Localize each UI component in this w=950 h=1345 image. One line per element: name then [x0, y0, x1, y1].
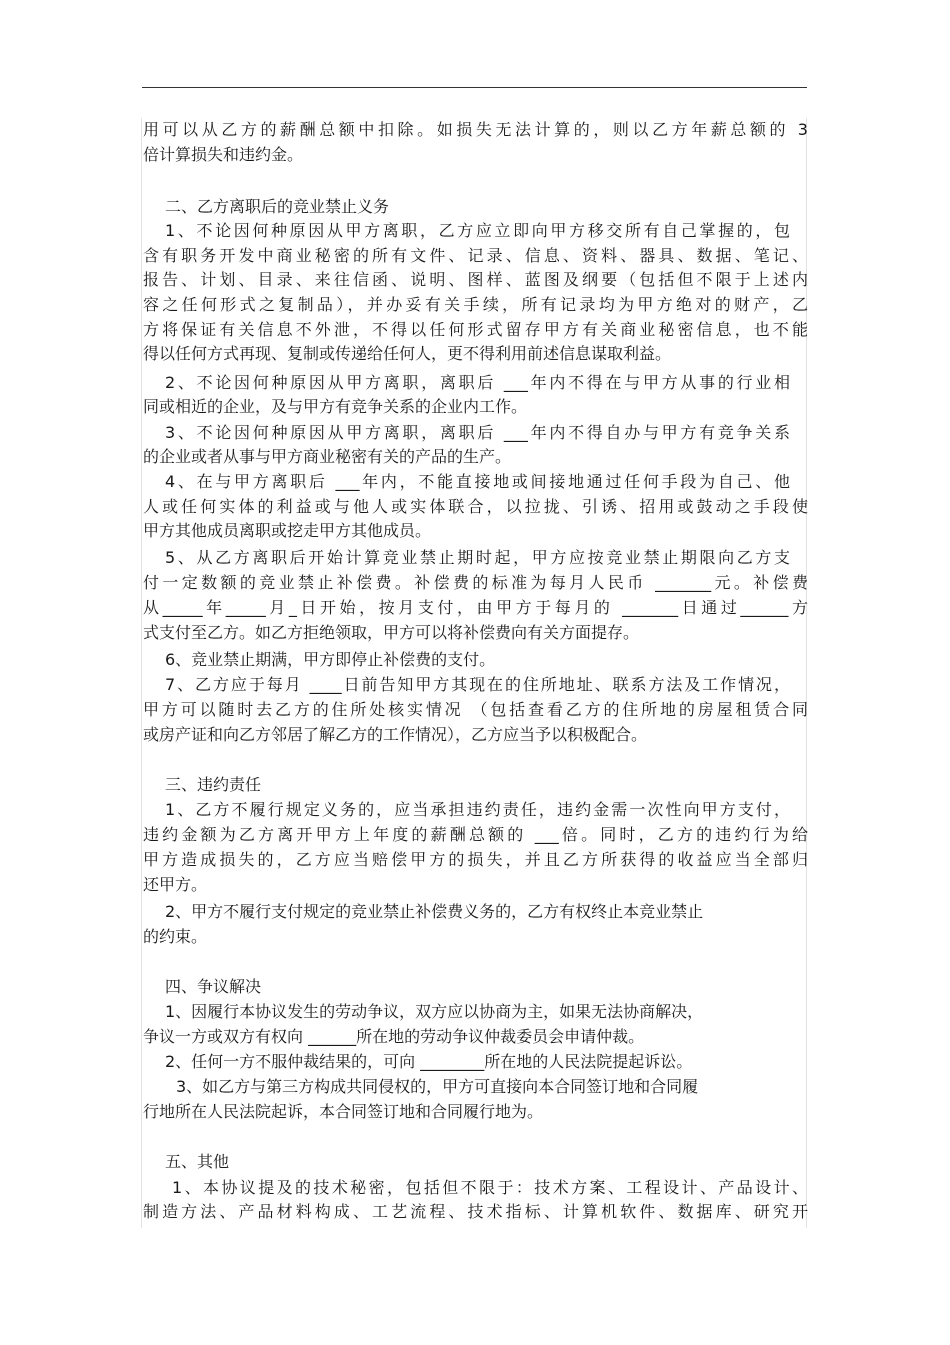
text-line: 甲方可以随时去乙方的住所处核实情况 （包括查看乙方的住所地的房屋租赁合同 — [143, 700, 808, 719]
text-line: 制造方法、产品材料构成、工艺流程、技术指标、计算机软件、数据库、研究开 — [143, 1202, 808, 1221]
text-line: 1、因履行本协议发生的劳动争议，双方应以协商为主，如果无法协商解决， — [165, 1002, 704, 1021]
text-line: 同或相近的企业，及与甲方有竞争关系的企业内工作。 — [143, 397, 528, 416]
text-line: 2、甲方不履行支付规定的竞业禁止补偿费义务的，乙方有权终止本竞业禁止 — [165, 902, 704, 921]
text-line: 3、不论因何种原因从甲方离职，离职后 ___年内不得自办与甲方有竞争关系 — [165, 423, 790, 442]
text-line: 或房产证和向乙方邻居了解乙方的工作情况），乙方应当予以积极配合。 — [143, 725, 648, 744]
text-line: 甲方造成损失的，乙方应当赔偿甲方的损失，并且乙方所获得的收益应当全部归 — [143, 850, 808, 869]
text-line: 争议一方或双方有权向 ______所在地的劳动争议仲裁委员会申请仲裁。 — [143, 1027, 645, 1046]
text-line: 甲方其他成员离职或挖走甲方其他成员。 — [143, 521, 432, 540]
text-line: 2、不论因何种原因从甲方离职，离职后 ___年内不得在与甲方从事的行业相 — [165, 373, 790, 392]
section-heading: 四、争议解决 — [165, 977, 262, 996]
section-heading: 五、其他 — [165, 1152, 230, 1171]
text-line: 3、如乙方与第三方构成共同侵权的，甲方可直接向本合同签订地和合同履 — [176, 1077, 699, 1096]
text-line: 付一定数额的竞业禁止补偿费。补偿费的标准为每月人民币 _______元。补偿费 — [143, 573, 808, 592]
text-line: 6、竞业禁止期满，甲方即停止补偿费的支付。 — [165, 650, 496, 669]
text-line: 方将保证有关信息不外泄，不得以任何形式留存甲方有关商业秘密信息，也不能 — [143, 320, 808, 339]
text-line: 报告、计划、目录、来往信函、说明、图样、蓝图及纲要（包括但不限于上述内 — [143, 270, 808, 289]
text-line: 1、本协议提及的技术秘密，包括但不限于：技术方案、工程设计、产品设计、 — [172, 1178, 808, 1197]
text-line: 4、在与甲方离职后 ___年内，不能直接地或间接地通过任何手段为自己、他 — [165, 472, 790, 491]
text-line: 容之任何形式之复制品），并办妥有关手续，所有记录均为甲方绝对的财产，乙 — [143, 295, 808, 314]
text-line: 的约束。 — [143, 927, 208, 946]
text-line: 5、从乙方离职后开始计算竞业禁止期时起，甲方应按竞业禁止期限向乙方支 — [165, 548, 790, 567]
text-line: 行地所在人民法院起诉，本合同签订地和合同履行地为。 — [143, 1102, 544, 1121]
section-heading: 二、乙方离职后的竞业禁止义务 — [165, 197, 390, 216]
text-line: 7、乙方应于每月 ____日前告知甲方其现在的住所地址、联系方法及工作情况， — [165, 675, 790, 694]
text-line: 的企业或者从事与甲方商业秘密有关的产品的生产。 — [143, 447, 512, 466]
text-line: 从_____年_____月_日开始，按月支付，由甲方于每月的 _______日通过______方 — [143, 598, 808, 617]
text-line: 倍计算损失和违约金。 — [143, 145, 304, 164]
text-line: 还甲方。 — [143, 875, 208, 894]
text-line: 人或任何实体的利益或与他人或实体联合，以拉拢、引诱、招用或鼓动之手段使 — [143, 497, 808, 516]
text-line: 1、乙方不履行规定义务的，应当承担违约责任，违约金需一次性向甲方支付， — [165, 800, 790, 819]
section-heading: 三、违约责任 — [165, 775, 262, 794]
text-line: 用可以从乙方的薪酬总额中扣除。如损失无法计算的，则以乙方年薪总额的 3 — [143, 120, 808, 139]
header-rule — [142, 87, 807, 88]
text-line: 含有职务开发中商业秘密的所有文件、记录、信息、资料、器具、数据、笔记、 — [143, 246, 808, 265]
text-line: 违约金额为乙方离开甲方上年度的薪酬总额的 ___倍。同时，乙方的违约行为给 — [143, 825, 808, 844]
text-line: 得以任何方式再现、复制或传递给任何人，更不得利用前述信息谋取利益。 — [143, 344, 672, 363]
page-frame-left — [141, 118, 142, 1228]
text-line: 式支付至乙方。如乙方拒绝领取，甲方可以将补偿费向有关方面提存。 — [143, 623, 640, 642]
text-line: 1、不论因何种原因从甲方离职，乙方应立即向甲方移交所有自己掌握的，包 — [165, 221, 790, 240]
text-line: 2、任何一方不服仲裁结果的，可向 ________所在地的人民法院提起诉讼。 — [165, 1052, 693, 1071]
